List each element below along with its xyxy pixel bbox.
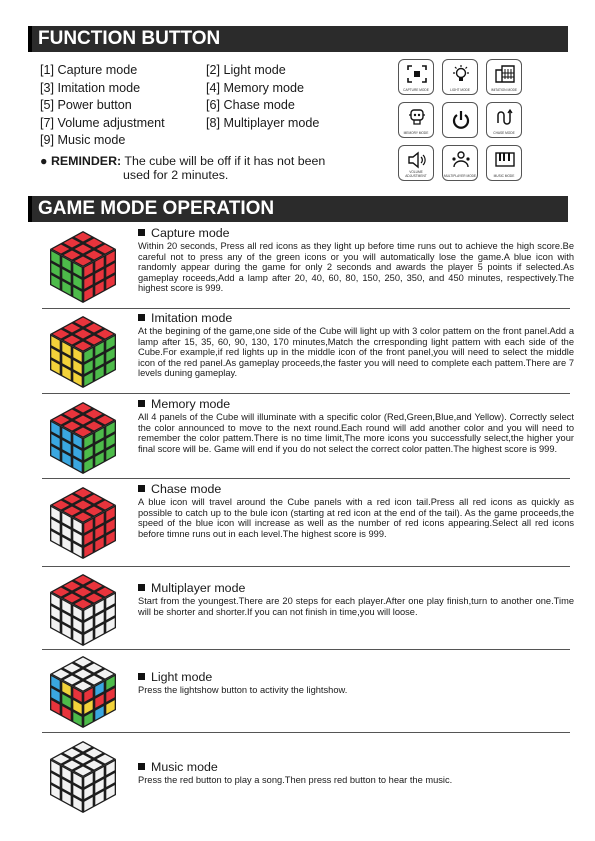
- function-item: [5] Power button: [40, 98, 132, 113]
- chase-icon: [494, 107, 516, 127]
- function-item: [9] Music mode: [40, 133, 126, 148]
- chase-mode-button: [486, 102, 522, 138]
- section-divider: [42, 732, 570, 733]
- multiplayer-icon: [450, 150, 472, 170]
- light-icon: [450, 64, 472, 84]
- multiplayer-mode-button: [442, 145, 478, 181]
- mode-description: Within 20 seconds, Press all red icons as they light up before time runs out to achieve the high score.Be careful not to press any of the green icons or you will automatically lose the game.A blue icon with randomly appear during the game for only 2 seconds and awards the player 5 points if selected.As gameplay roceeds,Add a lamp after 20, 40, 60, 80, 150, 250, 350, and 450 minutes, respectively.The highest score is 999.: [138, 241, 574, 294]
- mode-title: Multiplayer mode: [151, 581, 246, 595]
- function-item: [8] Multiplayer mode: [206, 115, 320, 130]
- power-icon: [450, 109, 472, 131]
- mode-title: Capture mode: [151, 226, 230, 240]
- function-item: [2] Light mode: [206, 63, 286, 77]
- function-item: [1] Capture mode: [40, 63, 138, 77]
- reminder-text-line2: used for 2 minutes.: [123, 168, 229, 182]
- cube-illustration-music: [42, 737, 124, 819]
- volume-adjustment-button: [398, 145, 434, 181]
- volume-icon: [406, 150, 428, 170]
- multiplayer-mode-label: MULTIPLAYER MODE: [443, 173, 477, 178]
- imitation-mode-label: IMITATION MODE: [490, 87, 518, 92]
- imitation-icon: [494, 64, 516, 84]
- cube-illustration-capture: [42, 227, 124, 309]
- music-mode-label: MUSIC MODE: [493, 173, 515, 178]
- cube-illustration-multiplayer: [42, 570, 124, 652]
- mode-description: All 4 panels of the Cube will illuminate with a specific color (Red,Green,Blue,and Yellow). Correctly select the color announced to move to the next round.Each round will add another color and you will need to remember the color pattem.There is no time limit,The more icons you successfully select,the higher your final score will be. Game will end if you do not select the correct color patten.The highest score is 999.: [138, 412, 574, 454]
- music-icon: [494, 150, 516, 170]
- mode-title: Music mode: [151, 760, 218, 774]
- capture-icon: [406, 64, 428, 84]
- game-mode-header: GAME MODE OPERATION: [28, 196, 568, 222]
- mode-title: Light mode: [151, 670, 213, 684]
- mode-description: Press the red button to play a song.Then press red button to hear the music.: [138, 775, 453, 785]
- function-icon-grid: [398, 59, 522, 181]
- capture-mode-label: CAPTURE MODE: [403, 87, 429, 92]
- section-divider: [42, 566, 570, 567]
- section-divider: [42, 478, 570, 479]
- cube-illustration-chase: [42, 483, 124, 565]
- memory-icon: [406, 107, 428, 127]
- reminder-label: REMINDER:: [50, 154, 122, 168]
- function-button-header: FUNCTION BUTTON: [28, 26, 568, 52]
- function-item: [6] Chase mode: [206, 98, 295, 113]
- function-list: [40, 62, 319, 150]
- cube-illustration-light: [42, 652, 124, 734]
- music-mode-button: [486, 145, 522, 181]
- section-divider: [42, 308, 570, 309]
- mode-title: Memory mode: [151, 397, 231, 411]
- mode-title: Imitation mode: [151, 311, 233, 325]
- mode-description: A blue icon will travel around the Cube panels with a red icon tail.Press all red icons as quickly as possible to catch up to the bule icon (starting at red icon at the end of the tail). As the game proceeds,the speed of the blue icon will increase as well as the number of red icons appearing.Select all red icons before timne runs out in each level.The highest score is 999.: [138, 497, 574, 539]
- memory-mode-label: MEMORY MODE: [403, 130, 429, 135]
- mode-description: At the begining of the game,one side of the Cube will light up with 3 color pattem on the front panel.Add a lamp after 15, 35, 60, 90, 130, 170 minutes,Match the crresponding light pattem with each side of the Cube.For example,if red lights up in the middle icon of the front panel,you will need to select the middle icon of the red panel.As gameplay proceeds,the faster you will need to complete each pattem.There are 7 levels duning gameplay.: [138, 326, 574, 379]
- light-mode-button: [442, 59, 478, 95]
- cube-illustration-memory: [42, 398, 124, 480]
- mode-description: Start from the youngest.There are 20 steps for each player.After one play finish,turn to another one.Time will be shorter and shorter.If you can not finish in time,you will loose.: [138, 596, 574, 617]
- capture-mode-button: [398, 59, 434, 95]
- imitation-mode-button: [486, 59, 522, 95]
- light-mode-label: LIGHT MODE: [450, 87, 470, 92]
- function-item: [3] Imitation mode: [40, 80, 141, 95]
- cube-illustration-imitation: [42, 312, 124, 394]
- function-item: [7] Volume adjustment: [40, 115, 165, 130]
- reminder-text: The cube will be off if it has not been: [124, 154, 326, 168]
- section-divider: [42, 393, 570, 394]
- volume-adjustment-label: VOLUME ADJUSTMENT: [405, 170, 427, 178]
- function-item: [4] Memory mode: [206, 80, 304, 95]
- mode-description: Press the lightshow button to activity the lightshow.: [138, 685, 348, 695]
- section-divider: [42, 649, 570, 650]
- mode-title: Chase mode: [151, 482, 222, 496]
- memory-mode-button: [398, 102, 434, 138]
- power-button: [442, 102, 478, 138]
- chase-mode-label: CHASE MODE: [493, 130, 515, 135]
- reminder: ● REMINDER: The cube will be off if it has not been used for 2 minutes.: [40, 154, 326, 182]
